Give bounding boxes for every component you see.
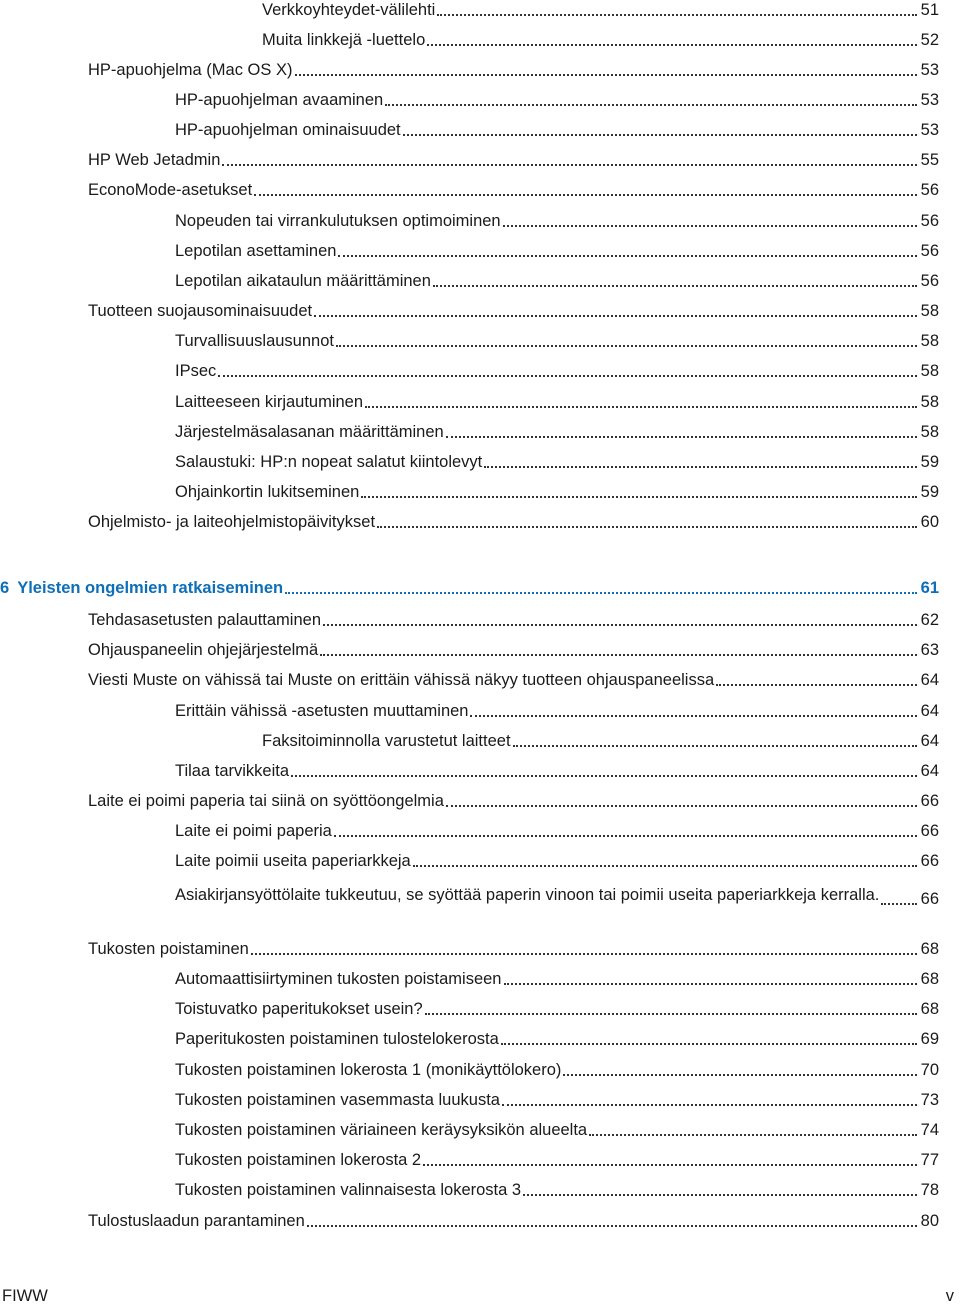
toc-entry-title: Lepotilan aikataulun määrittäminen	[175, 272, 431, 290]
toc-dot-leader	[222, 164, 917, 166]
toc-page-number: 62	[920, 611, 939, 629]
toc-entry-title: Faksitoiminnolla varustetut laitteet	[262, 732, 511, 750]
toc-entry-title: Yleisten ongelmien ratkaiseminen	[17, 579, 284, 597]
footer-language-code: FIWW	[2, 1287, 48, 1305]
toc-dot-leader	[413, 865, 917, 867]
toc-entry-title: Paperitukosten poistaminen tulostelokerosta	[175, 1030, 499, 1048]
toc-entry[interactable]	[175, 1180, 939, 1200]
toc-entry-title: Tukosten poistaminen vasemmasta luukusta	[175, 1091, 500, 1109]
toc-dot-leader	[446, 436, 917, 438]
toc-page-number: 56	[920, 242, 939, 260]
toc-entry[interactable]	[175, 422, 939, 442]
toc-page-number: 59	[920, 483, 939, 501]
toc-entry[interactable]	[175, 241, 939, 261]
toc-dot-leader	[881, 903, 917, 905]
toc-entry[interactable]	[88, 939, 939, 959]
toc-entry[interactable]	[175, 882, 939, 909]
toc-entry[interactable]	[175, 851, 939, 871]
toc-page-number: 56	[920, 181, 939, 199]
toc-dot-leader	[502, 1104, 917, 1106]
toc-entry-title: Laite ei poimi paperia tai siinä on syöttöongelmia	[88, 792, 444, 810]
toc-entry-title: Ohjainkortin lukitseminen	[175, 483, 360, 501]
toc-page-number: 61	[920, 579, 939, 597]
toc-dot-leader	[716, 684, 917, 686]
toc-entry-title: Tulostuslaadun parantaminen	[88, 1212, 305, 1230]
toc-chapter-number: 6	[0, 579, 10, 597]
toc-entry[interactable]	[175, 361, 939, 381]
toc-entry[interactable]	[88, 1211, 939, 1231]
toc-page-number: 70	[920, 1061, 939, 1079]
toc-page-number: 63	[920, 641, 939, 659]
toc-page-number: 53	[920, 121, 939, 139]
toc-entry[interactable]	[262, 0, 939, 20]
toc-dot-leader	[338, 255, 917, 257]
toc-dot-leader	[377, 526, 917, 528]
toc-page-number: 58	[920, 302, 939, 320]
toc-dot-leader	[323, 624, 917, 626]
toc-dot-leader	[285, 592, 917, 594]
toc-entry-title: Ohjauspaneelin ohjejärjestelmä	[88, 641, 319, 659]
toc-dot-leader	[251, 953, 917, 955]
toc-entry-title: Automaattisiirtyminen tukosten poistamiseen	[175, 970, 502, 988]
toc-entry[interactable]	[88, 301, 939, 321]
toc-entry[interactable]	[88, 791, 939, 811]
toc-entry-title: Turvallisuuslausunnot	[175, 332, 334, 350]
toc-dot-leader	[563, 1074, 917, 1076]
toc-dot-leader	[334, 835, 917, 837]
footer-page-number: v	[945, 1287, 954, 1305]
toc-entry-title: Laite poimii useita paperiarkkeja	[175, 852, 411, 870]
toc-entry-title: Viesti Muste on vähissä tai Muste on erittäin vähissä näkyy tuotteen ohjauspaneelissa	[88, 671, 715, 689]
toc-page-number: 66	[920, 792, 939, 810]
toc-dot-leader	[501, 1043, 917, 1045]
toc-entry[interactable]	[175, 90, 939, 110]
toc-entry-title: Muita linkkejä -luettelo	[262, 31, 426, 49]
toc-entry[interactable]	[175, 969, 939, 989]
toc-dot-leader	[446, 805, 917, 807]
toc-entry[interactable]	[175, 821, 939, 841]
toc-page-number: 74	[920, 1121, 939, 1139]
toc-dot-leader	[254, 194, 917, 196]
toc-dot-leader	[589, 1134, 917, 1136]
toc-entry[interactable]	[88, 60, 939, 80]
toc-page-number: 68	[920, 970, 939, 988]
toc-dot-leader	[504, 983, 918, 985]
toc-page-number: 51	[920, 1, 939, 19]
toc-entry[interactable]	[175, 1090, 939, 1110]
toc-dot-leader	[336, 345, 917, 347]
toc-entry[interactable]	[175, 120, 939, 140]
toc-page-number: 68	[920, 1000, 939, 1018]
toc-page-number: 58	[920, 362, 939, 380]
toc-page-number: 60	[920, 513, 939, 531]
toc-entry-title: Tukosten poistaminen	[88, 940, 249, 958]
toc-page-number: 59	[920, 453, 939, 471]
toc-entry-title: HP Web Jetadmin	[88, 151, 221, 169]
toc-entry-title: Asiakirjansyöttölaite tukkeutuu, se syöttää paperin vinoon tai poimii useita paperiarkkeja kerralla.	[175, 886, 880, 904]
toc-page-number: 58	[920, 332, 939, 350]
toc-page-number: 66	[920, 822, 939, 840]
toc-dot-leader	[470, 715, 917, 717]
toc-entry[interactable]	[175, 271, 939, 291]
toc-entry[interactable]	[175, 1060, 939, 1080]
toc-entry[interactable]	[262, 731, 939, 751]
toc-dot-leader	[433, 285, 917, 287]
toc-page-number: 77	[920, 1151, 939, 1169]
toc-entry-title: Ohjelmisto- ja laiteohjelmistopäivitykset	[88, 513, 376, 531]
toc-entry[interactable]	[175, 1029, 939, 1049]
toc-page-number: 66	[920, 890, 939, 908]
toc-page-number: 56	[920, 272, 939, 290]
toc-entry-title: Lepotilan asettaminen	[175, 242, 337, 260]
toc-entry[interactable]	[88, 640, 939, 660]
toc-entry[interactable]	[175, 211, 939, 231]
toc-entry[interactable]	[175, 392, 939, 412]
toc-entry[interactable]	[88, 180, 939, 200]
toc-entry[interactable]	[175, 331, 939, 351]
toc-entry-title: HP-apuohjelman ominaisuudet	[175, 121, 401, 139]
toc-entry[interactable]	[175, 1150, 939, 1170]
toc-entry-title: Laite ei poimi paperia	[175, 822, 332, 840]
toc-entry[interactable]	[175, 999, 939, 1019]
toc-dot-leader	[403, 134, 917, 136]
toc-page-number: 78	[920, 1181, 939, 1199]
toc-entry[interactable]	[175, 1120, 939, 1140]
toc-page-number: 55	[920, 151, 939, 169]
toc-dot-leader	[307, 1225, 917, 1227]
toc-entry-title: Tukosten poistaminen lokerosta 2	[175, 1151, 422, 1169]
toc-page-number: 64	[920, 732, 939, 750]
toc-dot-leader	[484, 466, 917, 468]
toc-page-number: 52	[920, 31, 939, 49]
toc-entry[interactable]	[88, 512, 939, 532]
toc-entry-title: Tukosten poistaminen väriaineen keräysyksikön alueelta	[175, 1121, 588, 1139]
toc-page-number: 64	[920, 702, 939, 720]
toc-page-number: 64	[920, 671, 939, 689]
toc-dot-leader	[513, 745, 917, 747]
toc-entry[interactable]	[175, 761, 939, 781]
toc-dot-leader	[523, 1194, 917, 1196]
toc-entry-title: Verkkoyhteydet-välilehti	[262, 1, 436, 19]
toc-page-number: 53	[920, 61, 939, 79]
toc-entry-title: Tukosten poistaminen valinnaisesta lokerosta 3	[175, 1181, 522, 1199]
toc-dot-leader	[385, 104, 917, 106]
toc-entry[interactable]	[175, 452, 939, 472]
toc-entry-title: EconoMode-asetukset	[88, 181, 253, 199]
toc-entry[interactable]	[88, 670, 939, 690]
toc-page-number: 68	[920, 940, 939, 958]
toc-dot-leader	[361, 496, 917, 498]
toc-dot-leader	[425, 1013, 917, 1015]
toc-dot-leader	[295, 74, 918, 76]
toc-page-number: 80	[920, 1212, 939, 1230]
toc-dot-leader	[503, 225, 917, 227]
toc-entry-title: Salaustuki: HP:n nopeat salatut kiintolevyt	[175, 453, 483, 471]
toc-page-number: 73	[920, 1091, 939, 1109]
toc-entry[interactable]	[262, 30, 939, 50]
toc-page-number: 58	[920, 423, 939, 441]
toc-dot-leader	[218, 375, 917, 377]
toc-entry-title: IPsec	[175, 362, 217, 380]
toc-page-number: 69	[920, 1030, 939, 1048]
toc-dot-leader	[314, 315, 917, 317]
toc-entry-title: Nopeuden tai virrankulutuksen optimoiminen	[175, 212, 501, 230]
toc-entry[interactable]	[175, 482, 939, 502]
toc-entry[interactable]	[175, 701, 939, 721]
toc-entry-title: Laitteeseen kirjautuminen	[175, 393, 364, 411]
toc-dot-leader	[423, 1164, 917, 1166]
toc-entry[interactable]	[88, 610, 939, 630]
toc-entry-title: Tuotteen suojausominaisuudet	[88, 302, 313, 320]
toc-entry-title: Järjestelmäsalasanan määrittäminen	[175, 423, 444, 441]
toc-entry-title: Tukosten poistaminen lokerosta 1 (monikäyttölokero)	[175, 1061, 562, 1079]
toc-dot-leader	[427, 44, 917, 46]
toc-dot-leader	[437, 14, 917, 16]
toc-dot-leader	[291, 775, 917, 777]
toc-entry-title: HP-apuohjelman avaaminen	[175, 91, 384, 109]
toc-entry-title: Tehdasasetusten palauttaminen	[88, 611, 321, 629]
toc-entry-title: Tilaa tarvikkeita	[175, 762, 290, 780]
toc-dot-leader	[320, 654, 917, 656]
toc-entry[interactable]	[88, 150, 939, 170]
toc-page-number: 53	[920, 91, 939, 109]
toc-entry-title: Erittäin vähissä -asetusten muuttaminen	[175, 702, 469, 720]
toc-page-number: 66	[920, 852, 939, 870]
toc-entry-title: HP-apuohjelma (Mac OS X)	[88, 61, 293, 79]
toc-page-number: 56	[920, 212, 939, 230]
toc-chapter-entry[interactable]	[0, 578, 939, 598]
toc-page-number: 64	[920, 762, 939, 780]
toc-dot-leader	[365, 406, 917, 408]
toc-page-number: 58	[920, 393, 939, 411]
toc-entry-title: Toistuvatko paperitukokset usein?	[175, 1000, 423, 1018]
